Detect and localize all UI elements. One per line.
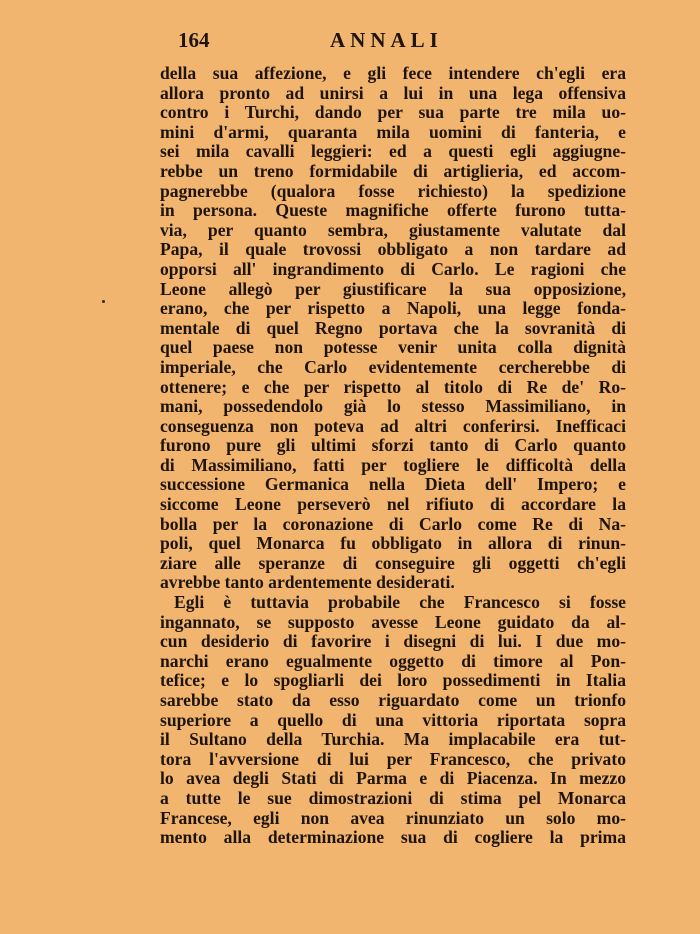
running-title: ANNALI xyxy=(330,28,443,52)
text-line: cun desiderio di favorire i disegni di lui. I due mo- xyxy=(160,632,626,652)
text-line: mani, possedendolo già lo stesso Massimiliano, in xyxy=(160,397,626,417)
page-number: 164 xyxy=(178,28,210,52)
text-line: successione Germanica nella Dieta dell' Impero; e xyxy=(160,475,626,495)
text-line: quel paese non potesse venir unita colla dignità xyxy=(160,338,626,358)
ink-speck xyxy=(102,300,105,303)
text-line: sarebbe stato da esso riguardato come un trionfo xyxy=(160,691,626,710)
paragraph-start-line: Egli è tuttavia probabile che Francesco si fosse xyxy=(174,593,626,613)
text-line: il Sultano della Turchia. Ma implacabile era tut- xyxy=(160,730,626,750)
text-line: di Massimiliano, fatti per togliere le difficoltà della xyxy=(160,455,626,475)
text-line: imperiale, che Carlo evidentemente cercherebbe di xyxy=(160,357,626,377)
text-line: ottenere; e che per rispetto al titolo di Re de' Ro- xyxy=(160,377,626,397)
page-header xyxy=(178,28,618,58)
text-line: erano, che per rispetto a Napoli, una legge fonda- xyxy=(160,299,626,319)
text-line: tefice; e lo spogliarli dei loro possedimenti in Italia xyxy=(160,671,626,691)
text-line: in persona. Queste magnifiche offerte furono tutta- xyxy=(160,201,626,221)
text-line: allora pronto ad unirsi a lui in una lega offensiva xyxy=(160,83,626,103)
text-line: via, per quanto sembra, giustamente valutate dal xyxy=(160,220,626,240)
text-line: lo avea degli Stati di Parma e di Piacenza. In mezzo xyxy=(160,769,626,789)
text-line: poli, quel Monarca fu obbligato in allora di rinun- xyxy=(160,534,626,554)
text-line: furono pure gli ultimi sforzi tanto di Carlo quanto xyxy=(160,436,626,456)
text-line: tora l'avversione di lui per Francesco, che privato xyxy=(160,749,626,769)
text-line: Leone allegò per giustificare la sua opposizione, xyxy=(160,279,626,299)
paragraph-end-line: avrebbe tanto ardentemente desiderati. xyxy=(160,573,455,593)
text-line: della sua affezione, e gli fece intendere ch'egli era xyxy=(160,64,626,83)
text-line: narchi erano egualmente oggetto di timore al Pon- xyxy=(160,651,626,671)
text-line: pagnerebbe (qualora fosse richiesto) la spedizione xyxy=(160,181,626,201)
text-line: Francese, egli non avea rinunziato un solo mo- xyxy=(160,808,626,828)
text-line: opporsi all' ingrandimento di Carlo. Le ragioni che xyxy=(160,259,626,279)
text-line: Papa, il quale trovossi obbligato a non tardare ad xyxy=(160,240,626,260)
text-line: a tutte le sue dimostrazioni di stima pel Monarca xyxy=(160,788,626,808)
text-line: conseguenza non poteva ad altri conferirsi. Inefficaci xyxy=(160,416,626,436)
text-line: superiore a quello di una vittoria riportata sopra xyxy=(160,710,626,730)
text-line: mini d'armi, quaranta mila uomini di fanteria, e xyxy=(160,122,626,142)
text-line: mento alla determinazione sua di cogliere la prima xyxy=(160,828,626,848)
text-line: ziare alle speranze di conseguire gli oggetti ch'egli xyxy=(160,553,626,573)
text-line: bolla per la coronazione di Carlo come Re di Na- xyxy=(160,514,626,534)
text-line: mentale di quel Regno portava che la sovranità di xyxy=(160,318,626,338)
text-line: ingannato, se supposto avesse Leone guidato da al- xyxy=(160,612,626,632)
text-line: rebbe un treno formidabile di artiglieria, ed accom- xyxy=(160,161,626,181)
text-line: sei mila cavalli leggieri: ed a questi egli aggiugne- xyxy=(160,142,626,162)
text-line: siccome Leone perseverò nel rifiuto di accordare la xyxy=(160,495,626,515)
body-text xyxy=(160,64,626,848)
text-line: contro i Turchi, dando per sua parte tre mila uo- xyxy=(160,103,626,123)
